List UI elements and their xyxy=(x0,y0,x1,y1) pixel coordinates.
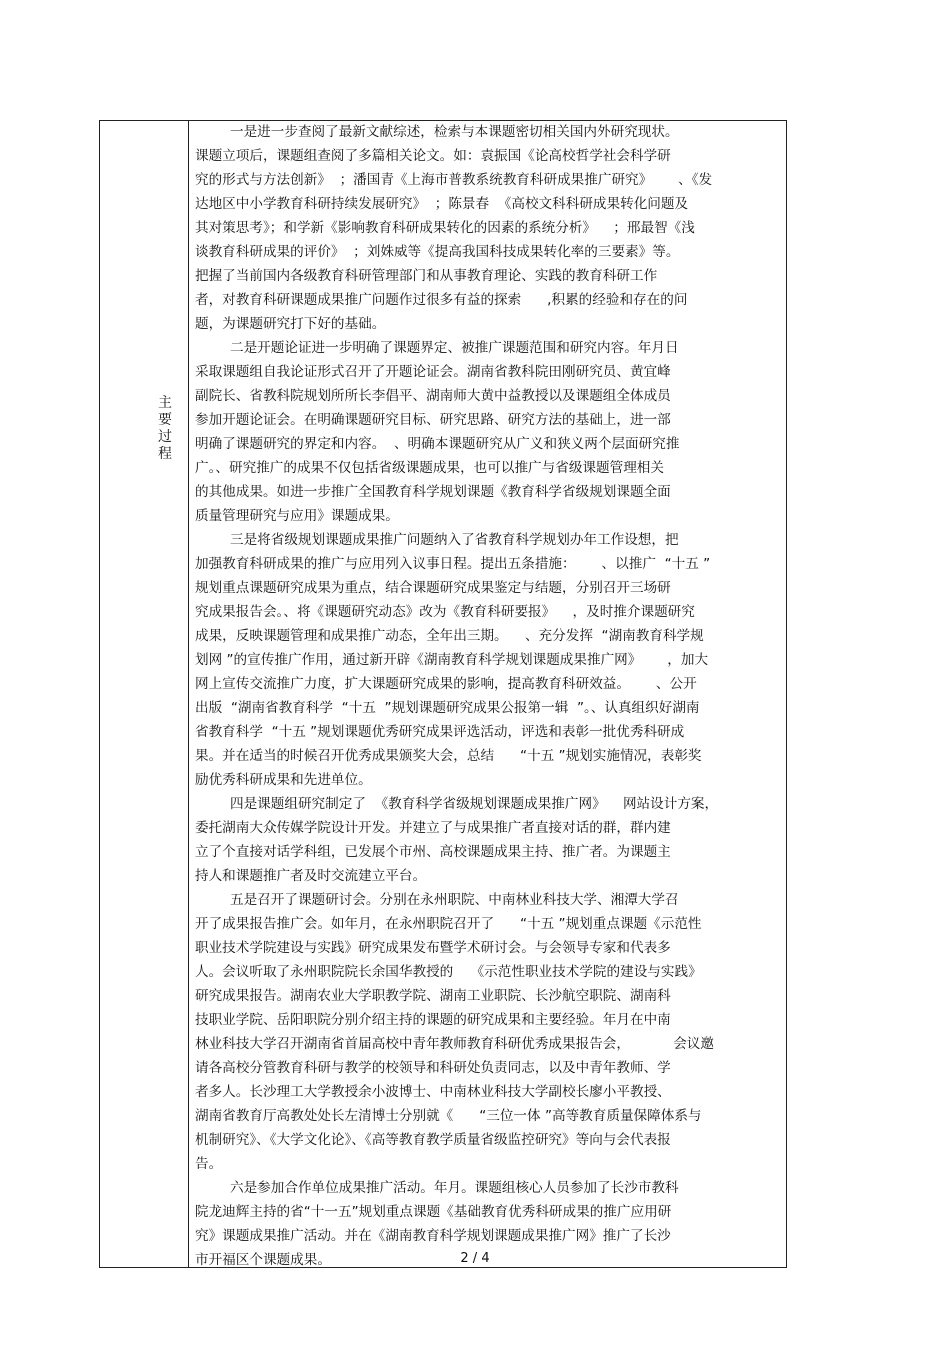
text-line: 技职业学院、岳阳职院分别介绍主持的课题的研究成果和主要经验。年月在中南 xyxy=(195,1012,671,1028)
paragraph xyxy=(195,120,785,336)
text-line: 四是课题组研究制定了 《教育科学省级规划课题成果推广网》 网站设计方案， xyxy=(230,796,719,812)
text-line: 请各高校分管教育科研与教学的校领导和科研处负责同志，以及中青年教师、学 xyxy=(195,1060,671,1076)
text-line: 把握了当前国内各级教育科研管理部门和从事教育理论、实践的教育科研工作 xyxy=(195,268,658,284)
text-line: 副院长、省教科院规划所所长李倡平、湖南师大黄中益教授以及课题组全体成员 xyxy=(195,388,671,404)
text-line: 出版 “湖南省教育科学 “十五 ”规划课题研究成果公报第一辑 ”。、认真组织好湖南 xyxy=(195,700,700,716)
text-line: 职业技术学院建设与实践》研究成果发布暨学术研讨会。与会领导专家和代表多 xyxy=(195,940,671,956)
text-line: 广。、研究推广的成果不仅包括省级课题成果，也可以推广与省级课题管理相关 xyxy=(195,460,664,476)
text-line: 励优秀科研成果和先进单位。 xyxy=(195,772,372,788)
section-label-char: 程 xyxy=(158,446,172,462)
text-line: 研究成果报告。湖南农业大学职教学院、湖南工业职院、长沙航空职院、湖南科 xyxy=(195,988,671,1004)
text-line: 果。并在适当的时候召开优秀成果颁奖大会，总结 “十五 ”规划实施情况，表彰奖 xyxy=(195,748,702,764)
text-line: 者，对教育科研课题成果推广问题作过很多有益的探索 ,积累的经验和存在的问 xyxy=(195,292,688,308)
text-line: 机制研究》、《大学文化论》、《高等教育教学质量省级监控研究》等向与会代表报 xyxy=(195,1132,671,1148)
paragraph xyxy=(195,888,785,1176)
paragraph xyxy=(195,792,785,888)
text-line: 开了成果报告推广会。如年月，在永州职院召开了 “十五 ”规划重点课题《示范性 xyxy=(195,916,702,932)
text-line: 人。会议听取了永州职院院长余国华教授的 《示范性职业技术学院的建设与实践》 xyxy=(195,964,702,980)
text-line: 一是进一步查阅了最新文献综述，检索与本课题密切相关国内外研究现状。 xyxy=(230,124,679,140)
text-line: 课题立项后，课题组查阅了多篇相关论文。如：袁振国《论高校哲学社会科学研 xyxy=(195,148,671,164)
text-line: 究成果报告会。、将《课题研究动态》改为《教育科研要报》 ，及时推介课题研究 xyxy=(195,604,695,620)
text-line: 告。 xyxy=(195,1156,223,1172)
text-line: 划网 ”的宣传推广作用，通过新开辟《湖南教育科学规划课题成果推广网》 ，加大 xyxy=(195,652,709,668)
text-line: 持人和课题推广者及时交流建立平台。 xyxy=(195,868,427,884)
text-line: 三是将省级规划课题成果推广问题纳入了省教育科学规划办年工作设想，把 xyxy=(230,532,679,548)
text-line: 院龙迪辉主持的省“十一五”规划重点课题《基础教育优秀科研成果的推广应用研 xyxy=(195,1204,672,1220)
text-line: 成果，反映课题管理和成果推广动态，全年出三期。 、充分发挥 “湖南教育科学规 xyxy=(195,628,704,644)
text-line: 明确了课题研究的界定和内容。 、明确本课题研究从广义和狭义两个层面研究推 xyxy=(195,436,680,452)
text-line: 规划重点课题研究成果为重点，结合课题研究成果鉴定与结题，分别召开三场研 xyxy=(195,580,671,596)
text-line: 质量管理研究与应用》课题成果。 xyxy=(195,508,399,524)
section-label-char: 要 xyxy=(158,412,172,428)
text-line: 省教育科学 “十五 ”规划课题优秀研究成果评选活动，评选和表彰一批优秀科研成 xyxy=(195,724,685,740)
column-divider xyxy=(188,121,189,1267)
text-line: 六是参加合作单位成果推广活动。年月。课题组核心人员参加了长沙市教科 xyxy=(230,1180,679,1196)
text-line: 五是召开了课题研讨会。分别在永州职院、中南林业科技大学、湘潭大学召 xyxy=(230,892,679,908)
text-line: 究的形式与方法创新》 ；潘国青《上海市普教系统教育科研成果推广研究》 、《发 xyxy=(195,172,713,188)
text-line: 参加开题论证会。在明确课题研究目标、研究思路、研究方法的基础上，进一部 xyxy=(195,412,671,428)
text-line: 网上宣传交流推广力度，扩大课题研究成果的影响，提高教育科研效益。 、公开 xyxy=(195,676,697,692)
paragraph xyxy=(195,528,785,792)
text-line: 其对策思考》；和学新《影响教育科研成果转化的因素的系统分析》 ；邢最智《浅 xyxy=(195,220,695,236)
text-line: 采取课题组自我论证形式召开了开题论证会。湖南省教科院田刚研究员、黄宜峰 xyxy=(195,364,671,380)
text-line: 达地区中小学教育科研持续发展研究》 ；陈景春 《高校文科科研成果转化问题及 xyxy=(195,196,689,212)
text-line: 谈教育科研成果的评价》 ；刘姝威等《提高我国科技成果转化率的三要素》等。 xyxy=(195,244,680,260)
text-line: 委托湖南大众传媒学院设计开发。并建立了与成果推广者直接对话的群，群内建 xyxy=(195,820,671,836)
main-content xyxy=(195,120,785,1272)
text-line: 立了个直接对话学科组，已发展个市州、高校课题成果主持、推广者。为课题主 xyxy=(195,844,671,860)
section-label xyxy=(153,395,177,463)
page-number: 2 / 4 xyxy=(460,1251,490,1266)
text-line: 题，为课题研究打下好的基础。 xyxy=(195,316,386,332)
text-line: 者多人。长沙理工大学教授余小波博士、中南林业科技大学副校长廖小平教授、 xyxy=(195,1084,671,1100)
text-line: 的其他成果。如进一步推广全国教育科学规划课题《教育科学省级规划课题全面 xyxy=(195,484,671,500)
text-line: 究》课题成果推广活动。并在《湖南教育科学规划课题成果推广网》推广了长沙 xyxy=(195,1228,671,1244)
section-label-char: 主 xyxy=(158,395,172,411)
text-line: 湖南省教育厅高教处处长左清博士分别就《 “三位一体 ”高等教育质量保障体系与 xyxy=(195,1108,702,1124)
text-line: 加强教育科研成果的推广与应用列入议事日程。提出五条措施： 、以推广 “十五 ” xyxy=(195,556,711,572)
text-line: 市开福区个课题成果。 xyxy=(195,1252,331,1268)
paragraph xyxy=(195,336,785,528)
text-line: 林业科技大学召开湖南省首届高校中青年教师教育科研优秀成果报告会， 会议邀 xyxy=(195,1036,714,1052)
text-line: 二是开题论证进一步明确了课题界定、被推广课题范围和研究内容。年月日 xyxy=(230,340,679,356)
section-label-char: 过 xyxy=(158,429,172,445)
